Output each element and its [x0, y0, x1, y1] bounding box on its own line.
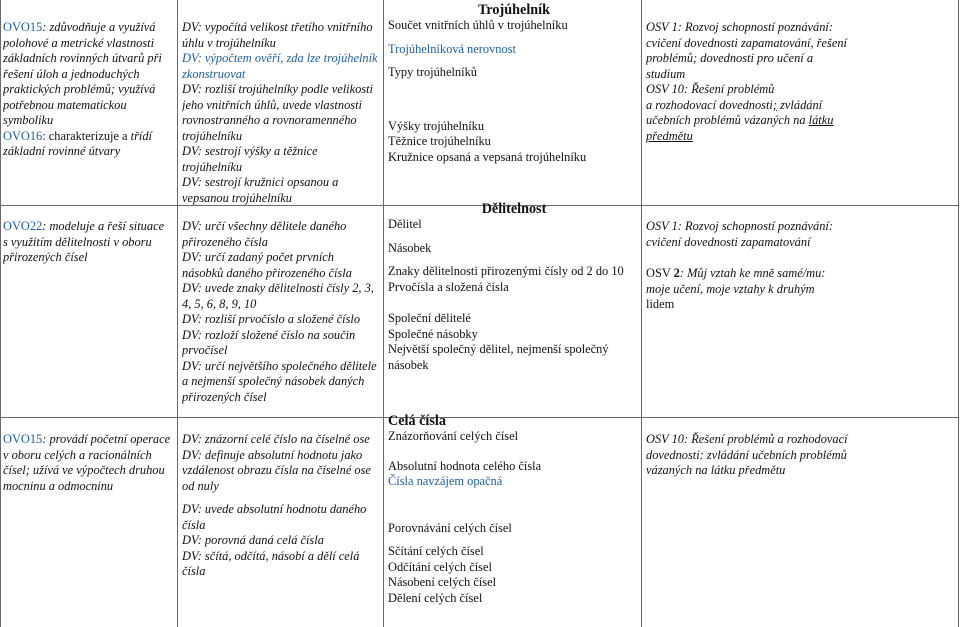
topic-item: Dělení celých čísel — [388, 590, 483, 605]
topic-item: Společní dělitelé — [388, 311, 471, 325]
column-divider-3 — [641, 0, 642, 627]
outcome-code: OVO15 — [3, 20, 43, 34]
curriculum-integers — [388, 413, 640, 606]
outcome-code: OVO16 — [3, 128, 43, 143]
topic-item: Součet vnitřních úhlů v trojúhelníku — [388, 18, 568, 32]
outcome-item: DV: rozliší prvočíslo a složené číslo — [182, 312, 361, 326]
topic-item: Čísla navzájem opačná — [388, 474, 503, 488]
subject-outcomes-integers — [182, 432, 378, 580]
outcome-item: DV: uvede znaky dělitelnosti čísly 2, 3, 4, 5, 6, 8, 9, 10 — [182, 281, 374, 311]
topic-item: Trojúhelníková nerovnost — [388, 41, 516, 56]
outcome-item: DV: určí největšího společného dělitele a nejmenší společný násobek daných přirozených čísel — [182, 358, 377, 404]
outcome-item: DV: uvede absolutní hodnotu daného čísla — [182, 502, 367, 532]
outcome-text: : modeluje a řeší situace s využitím dělitelnosti v oboru přirozených čísel — [3, 219, 165, 264]
topic-item: Odčítání celých čísel — [388, 559, 492, 574]
cross-curricular-integers — [646, 432, 851, 479]
outcome-item: DV: určí všechny dělitele daného přirozeného čísla — [182, 219, 347, 249]
theme-item: OSV 1: Rozvoj schopností poznávání: cvičení dovednosti zapamatování, řešení problémů; dovednosti pro učení a studium — [646, 20, 847, 81]
theme-item: OSV 1: Rozvoj schopností poznávání: cvičení dovednosti zapamatování — [646, 219, 833, 249]
outcome-item: DV: určí zadaný počet prvních násobků daného přirozeného čísla — [182, 250, 352, 280]
theme-text: ; — [772, 97, 778, 112]
theme-text: : Můj vztah ke mně samé/mu: moje učení, moje vztahy k druhým — [646, 266, 826, 296]
topic-item: Absolutní hodnota celého čísla — [388, 458, 542, 473]
topic-item: Sčítání celých čísel — [388, 544, 484, 558]
theme-text: látku předmětu — [646, 113, 834, 143]
table-border-left — [0, 0, 1, 627]
outcome-block-integers — [3, 432, 171, 494]
outcome-block-divisibility — [3, 219, 171, 266]
subject-outcomes-divisibility — [182, 219, 378, 405]
subject-outcomes-triangle — [182, 20, 378, 206]
column-divider-1 — [177, 0, 178, 627]
topic-item: Největší společný dělitel, nejmenší společný násobek — [388, 342, 609, 372]
outcome-item: DV: definuje absolutní hodnotu jako vzdálenost obrazu čísla na číselné ose od nuly — [182, 447, 371, 493]
topic-item: Prvočísla a složená čísla — [388, 279, 509, 294]
topic-item: Kružnice opsaná a vepsaná trojúhelníku — [388, 149, 587, 164]
outcome-text: : charakterizuje a — [42, 128, 131, 143]
theme-item: lidem — [646, 297, 675, 311]
theme-text: zvládání učebních problémů vázaných na — [646, 97, 823, 127]
outcome-block-triangle — [3, 20, 171, 160]
outcome-text: třídí základní rovinné útvary — [3, 128, 153, 158]
outcome-code: OVO15 — [3, 432, 43, 446]
theme-item — [646, 98, 851, 145]
theme-item: OSV 10: Řešení problémů — [646, 82, 775, 96]
theme-text: OSV — [646, 266, 674, 280]
topic-item: Dělitel — [388, 217, 422, 231]
outcome-item: DV: sestrojí výšky a těžnice trojúhelníku — [182, 144, 318, 174]
section-heading: Trojúhelník — [477, 2, 550, 18]
outcome-item: DV: rozloží složené číslo na součin prvočísel — [182, 327, 356, 357]
topic-item: Násobení celých čísel — [388, 575, 497, 589]
section-heading: Celá čísla — [388, 413, 446, 429]
column-divider-2 — [383, 0, 384, 627]
outcome-text: : provádí početní operace v oboru celých a racionálních čísel; užívá ve výpočtech druhou mocninu a odmocninu — [3, 432, 171, 493]
theme-text: a rozhodovací dovednosti — [646, 97, 773, 112]
outcome-item: DV: sestrojí kružnici opsanou a vepsanou trojúhelníku — [182, 175, 339, 205]
outcome-item: DV: výpočtem ověří, zda lze trojúhelník zkonstruovat — [182, 51, 378, 81]
table-border-right — [958, 0, 959, 627]
section-heading: Dělitelnost — [481, 201, 547, 217]
outcome-code: OVO22 — [3, 219, 43, 233]
cross-curricular-divisibility — [646, 219, 851, 313]
topic-item: Znaky dělitelnosti přirozenými čísly od 2 do 10 — [388, 264, 624, 278]
row-divider-col1-1 — [0, 205, 178, 206]
cross-curricular-triangle — [646, 20, 851, 144]
topic-item: Společné násobky — [388, 326, 478, 341]
outcome-text: : zdůvodňuje a využívá polohové a metrické vlastnosti základních rovinných útvarů při řešení úloh a jednoduchých praktických problémů; využívá potřebnou matematickou symboliku — [3, 20, 162, 127]
outcome-item: DV: porovná daná celá čísla — [182, 533, 324, 547]
outcome-item: DV: rozliší trojúhelníky podle velikosti jeho vnitřních úhlů, uvede vlastnosti rovnostranného a rovnoramenného trojúhelníku — [182, 82, 373, 143]
topic-item: Typy trojúhelníků — [388, 65, 477, 79]
theme-item — [646, 266, 851, 297]
topic-item: Výšky trojúhelníku — [388, 118, 485, 133]
outcome-item: DV: znázorní celé číslo na číselné ose — [182, 432, 370, 446]
outcome-item: DV: vypočítá velikost třetího vnitřního úhlu v trojúhelníku — [182, 20, 373, 50]
theme-item: OSV 10: Řešení problémů a rozhodovací dovednosti: zvládání učebních problémů vázaných na látku předmětu — [646, 432, 848, 477]
theme-text: 2 — [673, 266, 680, 280]
topic-item: Znázorňování celých čísel — [388, 429, 519, 443]
row-divider-col1-2 — [0, 417, 178, 418]
topic-item: Těžnice trojúhelníku — [388, 134, 491, 148]
outcome-item: DV: sčítá, odčítá, násobí a dělí celá čísla — [182, 548, 360, 578]
curriculum-divisibility — [388, 201, 640, 373]
curriculum-triangle — [388, 2, 640, 165]
topic-item: Násobek — [388, 240, 432, 255]
topic-item: Porovnávání celých čísel — [388, 520, 512, 535]
